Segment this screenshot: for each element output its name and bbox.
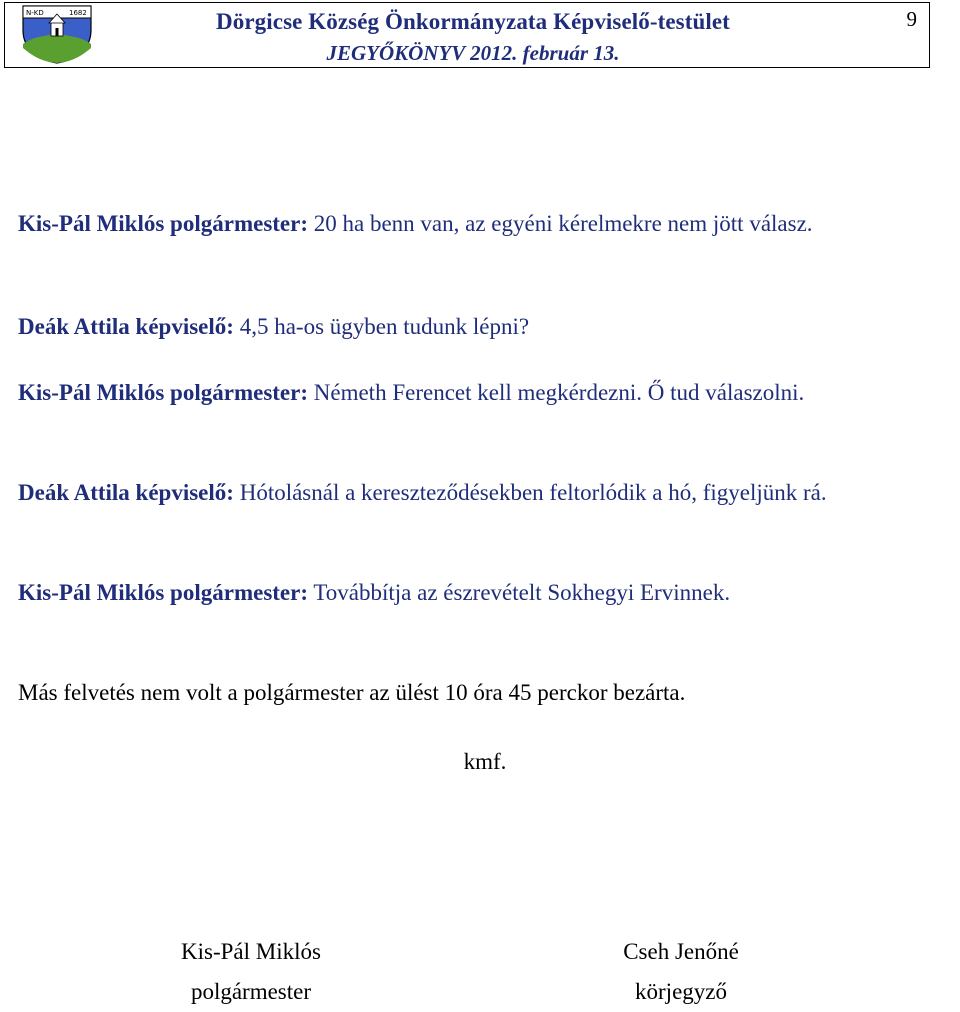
speaker: Deák Attila képviselő: (18, 480, 234, 505)
paragraph-5 (18, 576, 956, 609)
closing-statement: Más felvetés nem volt a polgármester az ülést 10 óra 45 perckor bezárta. (18, 680, 686, 705)
logo-text-left: N-KD (26, 9, 44, 17)
signatory-role: polgármester (190, 979, 312, 1004)
paragraph-4 (18, 476, 956, 509)
page-number: 9 (906, 7, 917, 31)
speaker: Kis-Pál Miklós polgármester: (18, 211, 309, 236)
speaker: Kis-Pál Miklós polgármester: (18, 380, 309, 405)
speaker: Kis-Pál Miklós polgármester: (18, 580, 309, 605)
paragraph-3 (18, 376, 956, 409)
signatory-role: körjegyző (635, 979, 727, 1004)
council-title: Dörgicse Község Önkormányzata Képviselő-testület (216, 9, 730, 34)
logo-text-right: 1682 (69, 9, 87, 17)
paragraph-2 (18, 310, 956, 343)
statement: 20 ha benn van, az egyéni kérelmekre nem jött válasz. (308, 211, 813, 236)
speaker: Deák Attila képviselő: (18, 314, 234, 339)
kmf-label: kmf. (463, 749, 507, 774)
document-header (4, 2, 930, 68)
signature-block-mayor (131, 932, 371, 1012)
coat-of-arms-logo (17, 4, 97, 64)
signatory-name: Cseh Jenőné (623, 939, 739, 964)
statement: Németh Ferencet kell megkérdezni. Ő tud válaszolni. (308, 380, 805, 405)
signature-block-notary (561, 932, 801, 1012)
statement: Továbbítja az észrevételt Sokhegyi Ervinnek. (308, 580, 731, 605)
minutes-date: JEGYŐKÖNYV 2012. február 13. (326, 41, 620, 65)
signatory-name: Kis-Pál Miklós (181, 939, 321, 964)
statement: Hótolásnál a kereszteződésekben feltorlódik a hó, figyeljünk rá. (233, 480, 827, 505)
statement: 4,5 ha-os ügyben tudunk lépni? (233, 314, 530, 339)
paragraph-1 (18, 207, 956, 240)
